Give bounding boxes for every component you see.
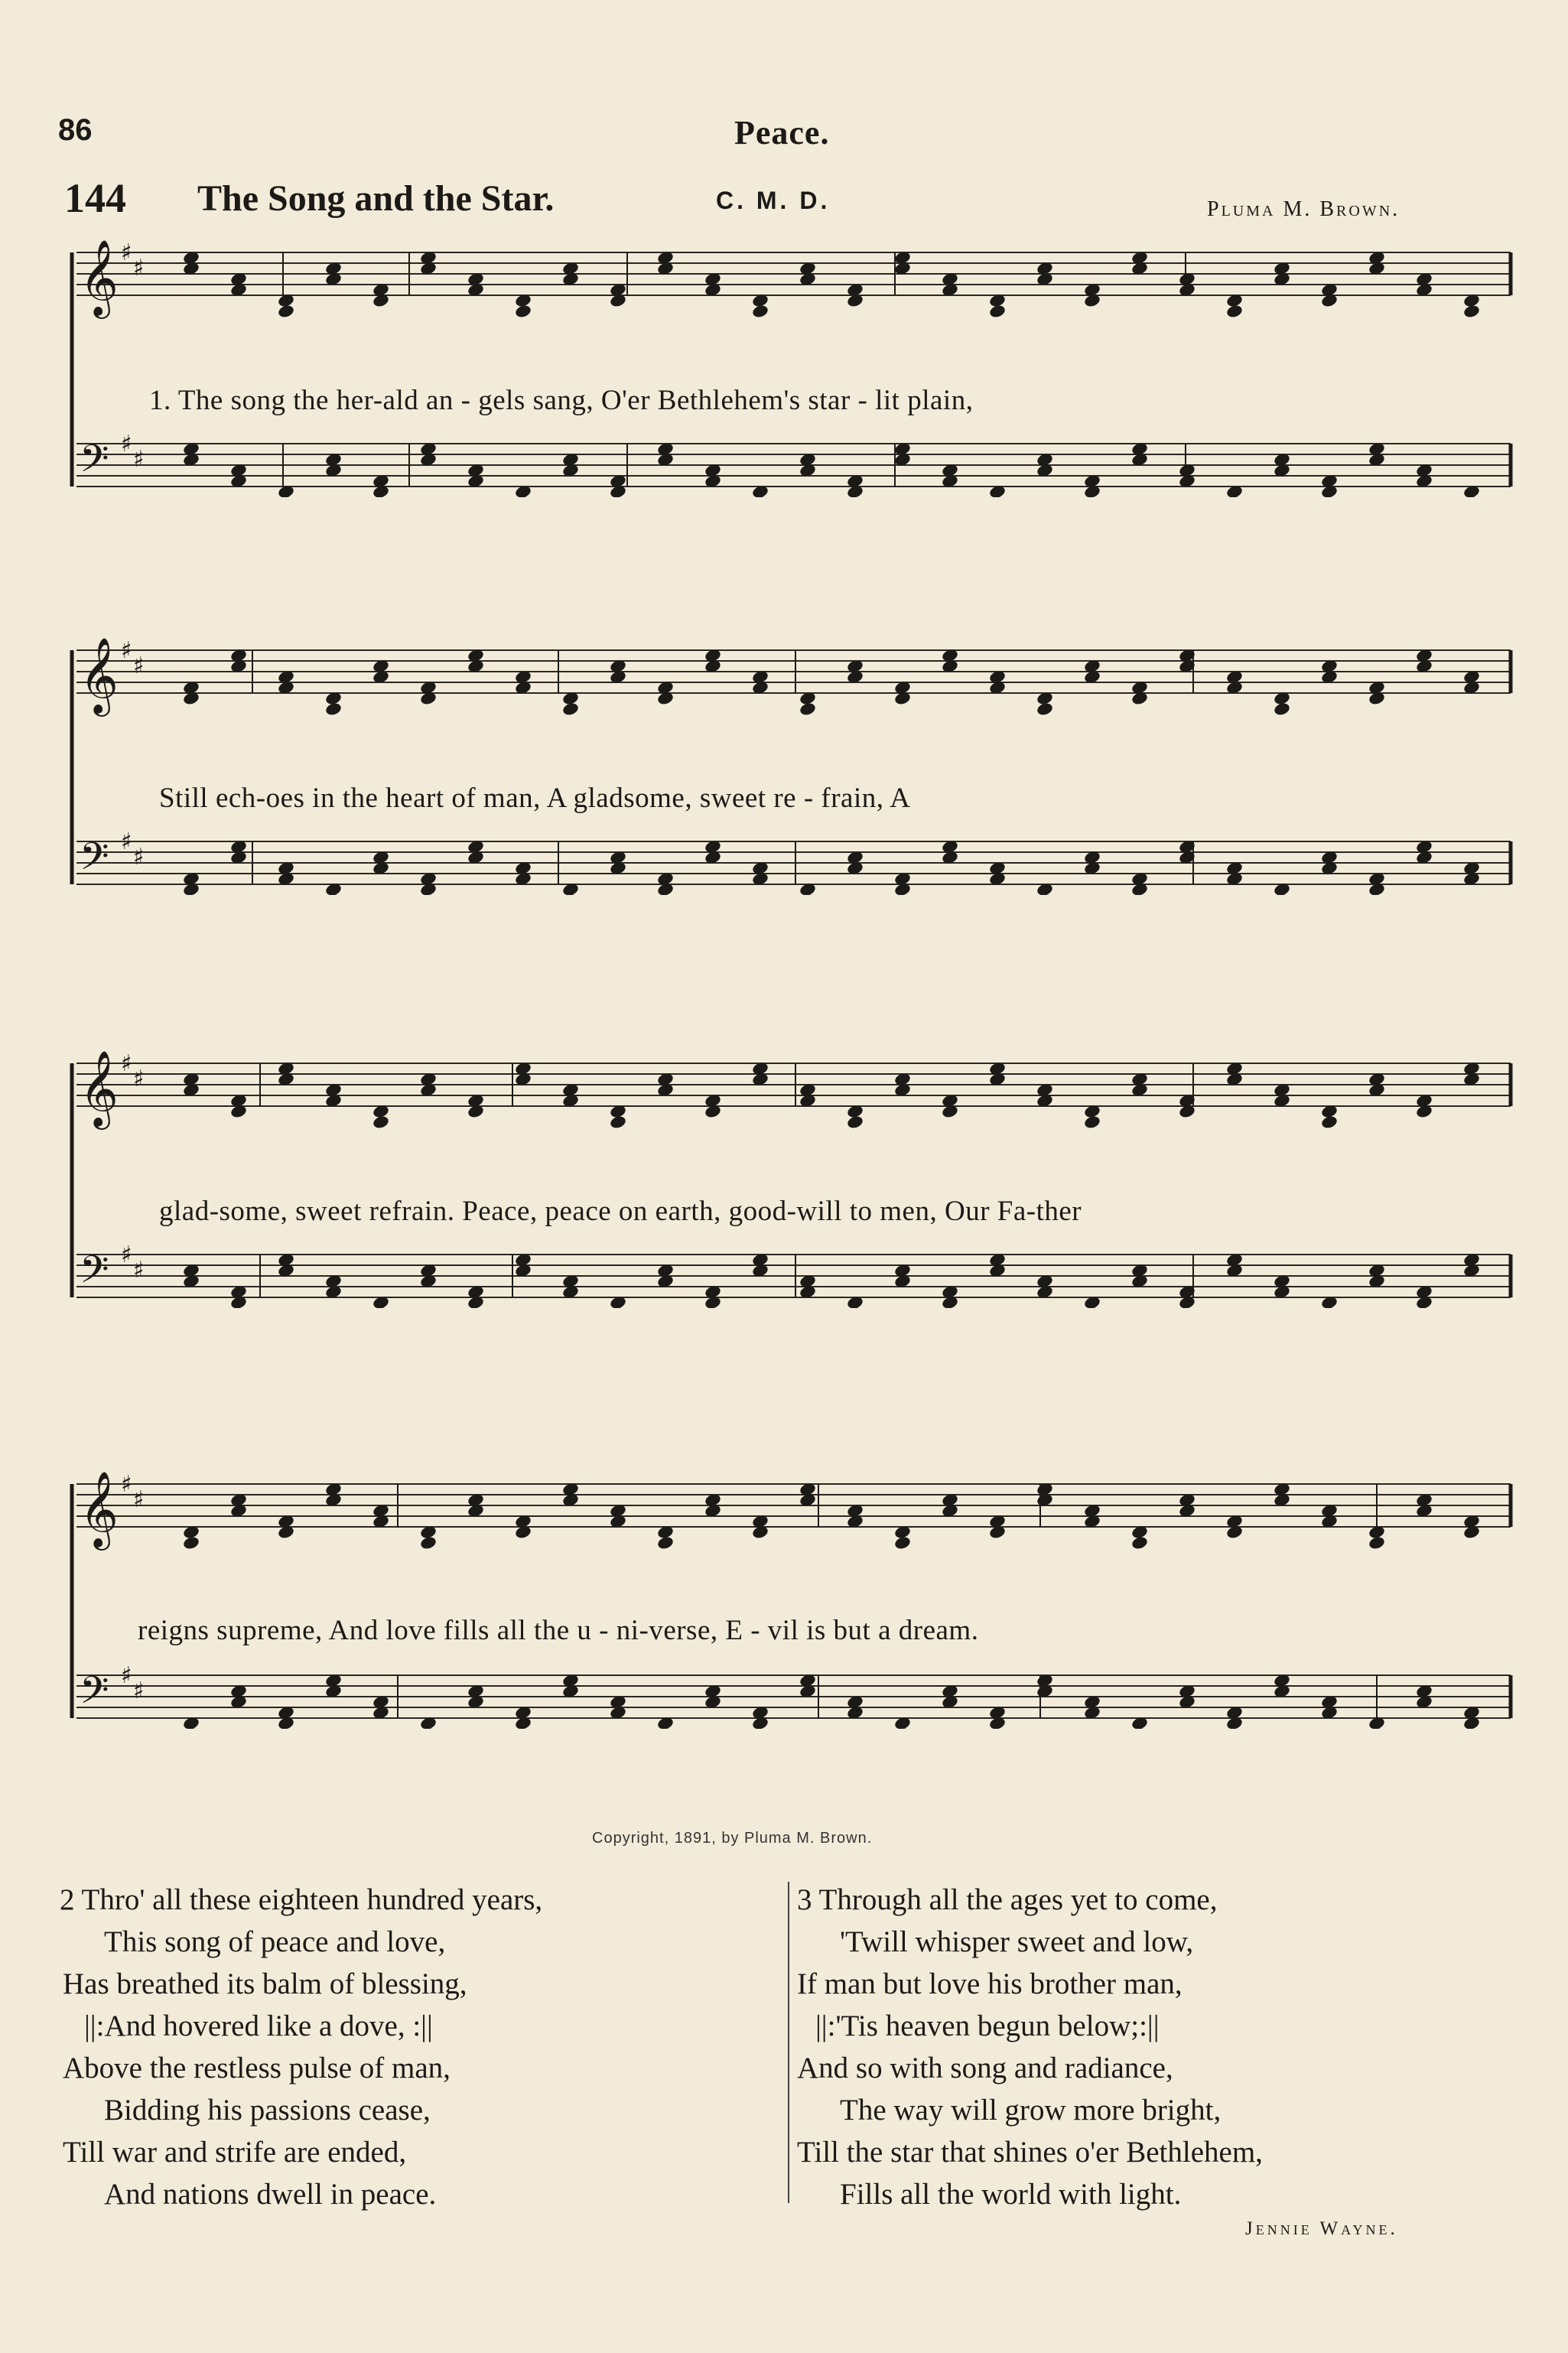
bass-clef-icon: 𝄢 xyxy=(80,835,109,888)
sharp-icon: ♯ xyxy=(133,653,145,679)
note-head xyxy=(893,1535,912,1551)
music-system-2 xyxy=(0,620,1568,895)
note-head xyxy=(372,1115,390,1130)
lyrics-line-1: 1. The song the her-ald an - gels sang, O'er Bethlehem's star - lit plain, xyxy=(149,385,974,416)
verse-line: 3 Through all the ages yet to come, xyxy=(797,1883,1218,1916)
sharp-icon: ♯ xyxy=(133,1678,145,1704)
note-head xyxy=(1083,1115,1101,1130)
verse-line: Fills all the world with light. xyxy=(840,2178,1182,2211)
sharp-icon: ♯ xyxy=(121,1242,132,1268)
music-system-4 xyxy=(0,1453,1568,1729)
note-head xyxy=(988,304,1007,319)
note-head xyxy=(656,1535,675,1551)
sharp-icon: ♯ xyxy=(121,637,132,664)
note-head xyxy=(514,304,532,319)
sharp-icon: ♯ xyxy=(121,828,132,855)
note-head xyxy=(799,701,817,717)
note-head xyxy=(1320,1115,1339,1130)
bass-clef-icon: 𝄢 xyxy=(80,1668,109,1722)
verse-line: 2 Thro' all these eighteen hundred years, xyxy=(60,1883,543,1916)
lyrics-line-3: glad-some, sweet refrain. Peace, peace on earth, good-will to men, Our Fa-ther xyxy=(159,1196,1082,1227)
sharp-icon: ♯ xyxy=(121,431,132,457)
verse-line: Till war and strife are ended, xyxy=(63,2136,407,2169)
verse-line: This song of peace and love, xyxy=(104,1925,446,1958)
sharp-icon: ♯ xyxy=(121,1050,132,1077)
copyright-notice: Copyright, 1891, by Pluma M. Brown. xyxy=(592,1830,873,1847)
music-system-1 xyxy=(0,222,1568,497)
sharp-icon: ♯ xyxy=(121,1471,132,1498)
note-head xyxy=(1036,701,1054,717)
music-system-3 xyxy=(0,1033,1568,1308)
note-head xyxy=(324,701,343,717)
sharp-icon: ♯ xyxy=(133,844,145,871)
sharp-icon: ♯ xyxy=(133,446,145,473)
verse-line: The way will grow more bright, xyxy=(840,2094,1222,2127)
sharp-icon: ♯ xyxy=(133,1486,145,1513)
verse-line: ||:And hovered like a dove, :|| xyxy=(84,2010,433,2042)
note-head xyxy=(182,1535,200,1551)
treble-clef-icon: 𝄞 xyxy=(80,637,119,714)
verse-line: Has breathed its balm of blessing, xyxy=(63,1967,467,2000)
verse-line: ||:'Tis heaven begun below;:|| xyxy=(815,2010,1160,2042)
note-head xyxy=(1368,1535,1386,1551)
note-head xyxy=(277,304,295,319)
sharp-icon: ♯ xyxy=(121,1662,132,1689)
note-head xyxy=(1225,304,1244,319)
bass-clef-icon: 𝄢 xyxy=(80,437,109,490)
note-head xyxy=(419,1535,438,1551)
treble-clef-icon: 𝄞 xyxy=(80,1050,119,1127)
running-title: Peace. xyxy=(734,114,830,151)
hymn-title: The Song and the Star. xyxy=(197,178,555,219)
verse-line: Till the star that shines o'er Bethlehem, xyxy=(797,2136,1263,2169)
composer-credit: Pluma M. Brown. xyxy=(1207,197,1400,221)
note-head xyxy=(846,1115,864,1130)
lyrics-line-2: Still ech-oes in the heart of man, A gladsome, sweet re - frain, A xyxy=(159,783,911,814)
note-head xyxy=(561,701,580,717)
sharp-icon: ♯ xyxy=(133,1066,145,1092)
treble-clef-icon: 𝄞 xyxy=(80,239,119,316)
note-head xyxy=(1462,304,1481,319)
sharp-icon: ♯ xyxy=(133,255,145,282)
note-head xyxy=(609,1115,627,1130)
hymn-number: 144 xyxy=(64,175,126,221)
treble-clef-icon: 𝄞 xyxy=(80,1471,119,1548)
note-head xyxy=(751,304,769,319)
hymn-meter: C. M. D. xyxy=(716,187,831,214)
page-number: 86 xyxy=(58,113,93,147)
bass-clef-icon: 𝄢 xyxy=(80,1248,109,1301)
poet-credit: Jennie Wayne. xyxy=(1245,2218,1398,2239)
note-head xyxy=(1130,1535,1149,1551)
lyrics-line-4: reigns supreme, And love fills all the u - ni-verse, E - vil is but a dream. xyxy=(138,1615,979,1646)
sharp-icon: ♯ xyxy=(121,239,132,266)
verse-divider xyxy=(788,1882,789,2203)
verse-line: If man but love his brother man, xyxy=(797,1967,1183,2000)
note-head xyxy=(1273,701,1291,717)
verse-line: And so with song and radiance, xyxy=(797,2052,1173,2085)
verse-line: And nations dwell in peace. xyxy=(104,2178,437,2211)
verse-line: Bidding his passions cease, xyxy=(104,2094,431,2127)
verse-line: Above the restless pulse of man, xyxy=(63,2052,451,2085)
verse-line: 'Twill whisper sweet and low, xyxy=(840,1925,1194,1958)
sharp-icon: ♯ xyxy=(133,1257,145,1284)
